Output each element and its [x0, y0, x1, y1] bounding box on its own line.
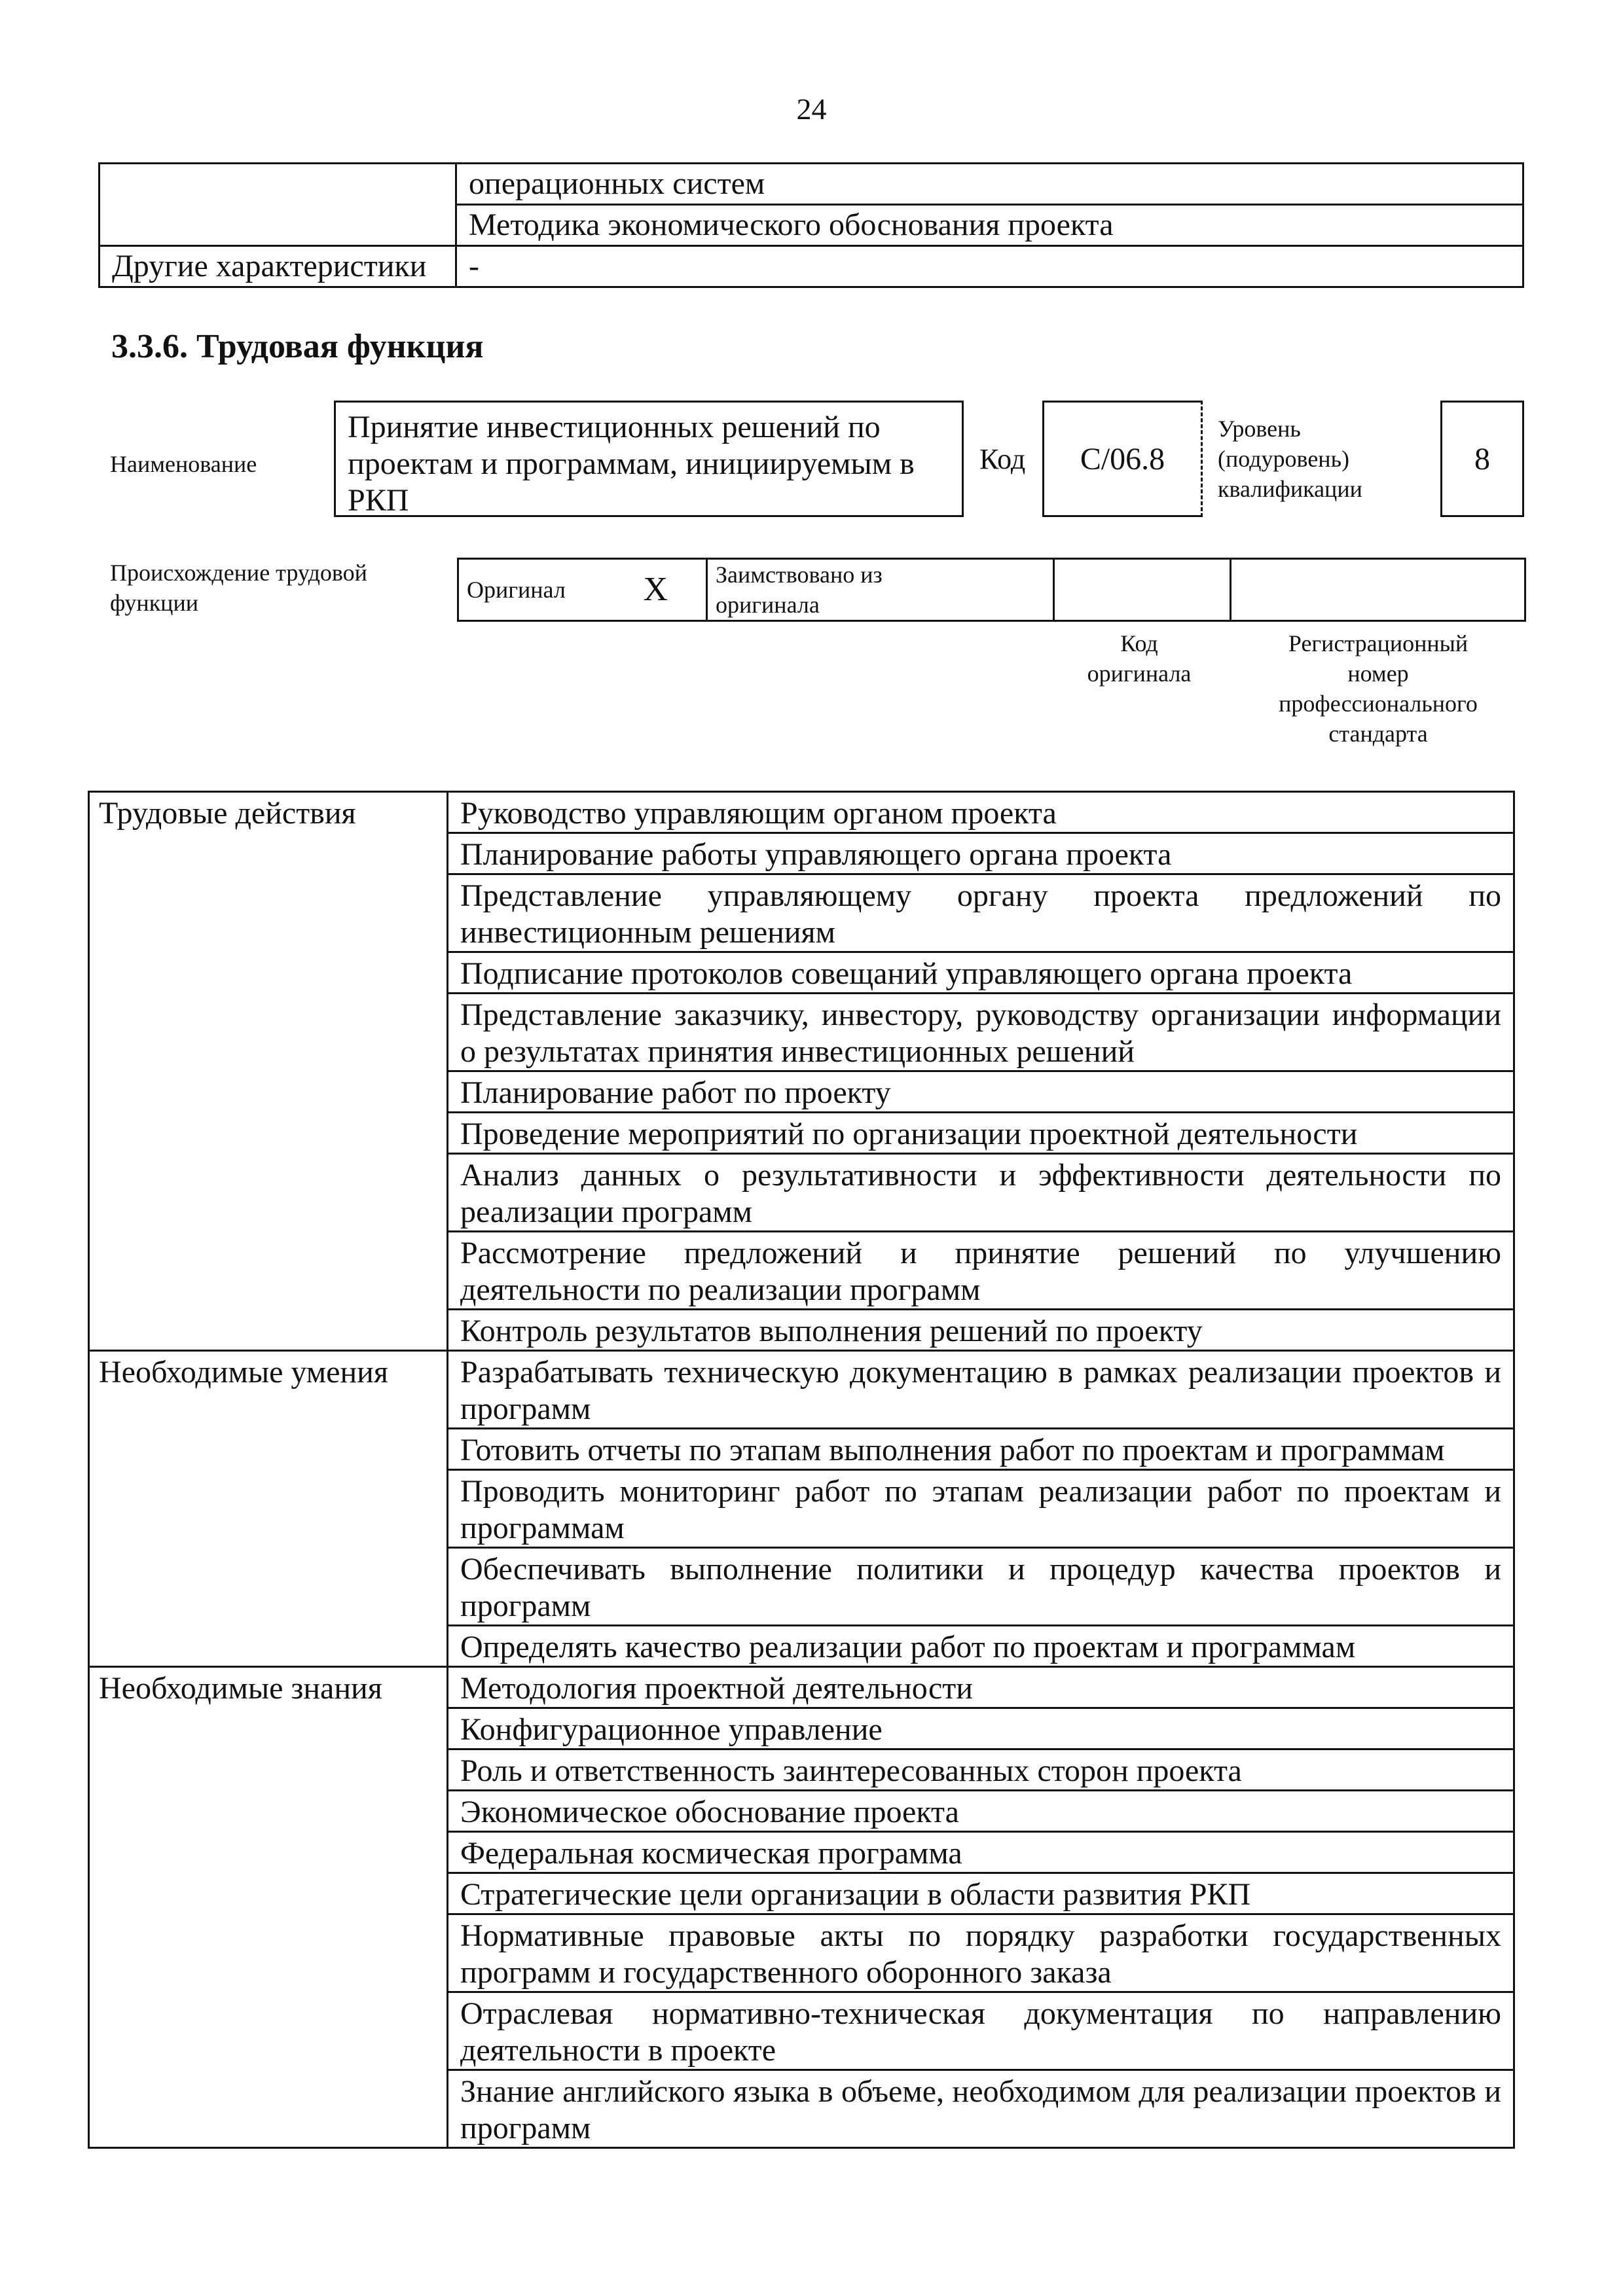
other-characteristics-value: -	[456, 246, 1523, 287]
original-mark: X	[606, 559, 707, 621]
section-item-cell: Готовить отчеты по этапам выполнения работ по проектам и программам	[448, 1429, 1514, 1470]
code-label: Код	[979, 443, 1026, 475]
section-item-cell: Планирование работ по проекту	[448, 1071, 1514, 1113]
table-row	[458, 559, 1525, 621]
registration-number-caption	[1231, 628, 1525, 749]
borrowed-line: Заимствовано из	[716, 562, 883, 588]
top-continuation-table	[98, 162, 1524, 288]
caption-line: оригинала	[1087, 660, 1192, 687]
qualification-level-box: 8	[1440, 401, 1524, 517]
section-item-cell: Отраслевая нормативно-техническая документация по направлению деятельности в проекте	[448, 1992, 1514, 2070]
table-row	[89, 1667, 1514, 1708]
section-item-cell: Проводить мониторинг работ по этапам реализации работ по проектам и программам	[448, 1470, 1514, 1548]
section-item-cell: Нормативные правовые акты по порядку разработки государственных программ и государственного оборонного заказа	[448, 1914, 1514, 1992]
origin-label-line: Происхождение трудовой	[110, 560, 367, 586]
section-item-cell: Руководство управляющим органом проекта	[448, 792, 1514, 833]
section-category-cell: Необходимые умения	[89, 1351, 448, 1667]
borrowed-cell	[707, 559, 1054, 621]
labor-function-table	[88, 791, 1515, 2149]
section-heading: 3.3.6. Трудовая функция	[111, 328, 484, 365]
original-code-cell	[1054, 559, 1231, 621]
page-number: 24	[796, 92, 827, 126]
caption-line: номер	[1347, 660, 1409, 687]
section-item-cell: Планирование работы управляющего органа проекта	[448, 833, 1514, 874]
section-item-cell: Обеспечивать выполнение политики и процедур качества проектов и программ	[448, 1548, 1514, 1626]
section-item-cell: Анализ данных о результативности и эффективности деятельности по реализации программ	[448, 1154, 1514, 1232]
section-item-cell: Конфигурационное управление	[448, 1708, 1514, 1749]
table-cell: Методика экономического обоснования проекта	[456, 205, 1523, 246]
origin-table	[457, 558, 1526, 622]
section-item-cell: Представление заказчику, инвестору, руководству организации информации о результатах принятия инвестиционных решений	[448, 994, 1514, 1071]
section-item-cell: Стратегические цели организации в области развития РКП	[448, 1873, 1514, 1914]
function-name-box: Принятие инвестиционных решений по проектам и программам, инициируемым в РКП	[334, 401, 964, 517]
table-row	[89, 1351, 1514, 1429]
section-item-cell: Знание английского языка в объеме, необходимом для реализации проектов и программ	[448, 2070, 1514, 2148]
section-item-cell: Рассмотрение предложений и принятие решений по улучшению деятельности по реализации программ	[448, 1232, 1514, 1310]
empty-category-cell	[100, 164, 456, 246]
code-value-box: C/06.8	[1042, 401, 1203, 517]
original-code-caption	[1054, 628, 1224, 689]
section-item-cell: Роль и ответственность заинтересованных сторон проекта	[448, 1749, 1514, 1791]
section-item-cell: Методология проектной деятельности	[448, 1667, 1514, 1708]
section-category-cell: Необходимые знания	[89, 1667, 448, 2148]
section-item-cell: Экономическое обоснование проекта	[448, 1791, 1514, 1832]
section-item-cell: Определять качество реализации работ по проектам и программам	[448, 1626, 1514, 1667]
caption-line: Регистрационный	[1288, 630, 1468, 656]
caption-line: Код	[1120, 630, 1158, 656]
section-item-cell: Федеральная космическая программа	[448, 1832, 1514, 1873]
qualification-level-label	[1218, 414, 1362, 504]
level-label-line: Уровень	[1218, 416, 1301, 442]
labor-function-table-body	[89, 792, 1514, 2148]
section-item-cell: Разрабатывать техническую документацию в рамках реализации проектов и программ	[448, 1351, 1514, 1429]
caption-line: профессионального	[1279, 691, 1478, 717]
table-cell: операционных систем	[456, 164, 1523, 205]
section-item-cell: Контроль результатов выполнения решений по проекту	[448, 1310, 1514, 1351]
level-label-line: (подуровень)	[1218, 446, 1349, 472]
borrowed-line: оригинала	[716, 592, 820, 618]
table-row	[89, 792, 1514, 833]
level-label-line: квалификации	[1218, 476, 1362, 502]
section-category-cell: Трудовые действия	[89, 792, 448, 1351]
section-item-cell: Проведение мероприятий по организации проектной деятельности	[448, 1113, 1514, 1154]
table-row	[100, 164, 1523, 205]
table-row	[100, 246, 1523, 287]
original-cell: Оригинал	[458, 559, 606, 621]
caption-line: стандарта	[1328, 721, 1428, 747]
name-label: Наименование	[110, 451, 257, 477]
origin-label-line: функции	[110, 590, 198, 616]
origin-label	[110, 558, 367, 618]
section-item-cell: Подписание протоколов совещаний управляющего органа проекта	[448, 952, 1514, 994]
registration-number-cell	[1231, 559, 1525, 621]
other-characteristics-label: Другие характеристики	[100, 246, 456, 287]
section-item-cell: Представление управляющему органу проекта предложений по инвестиционным решениям	[448, 874, 1514, 952]
